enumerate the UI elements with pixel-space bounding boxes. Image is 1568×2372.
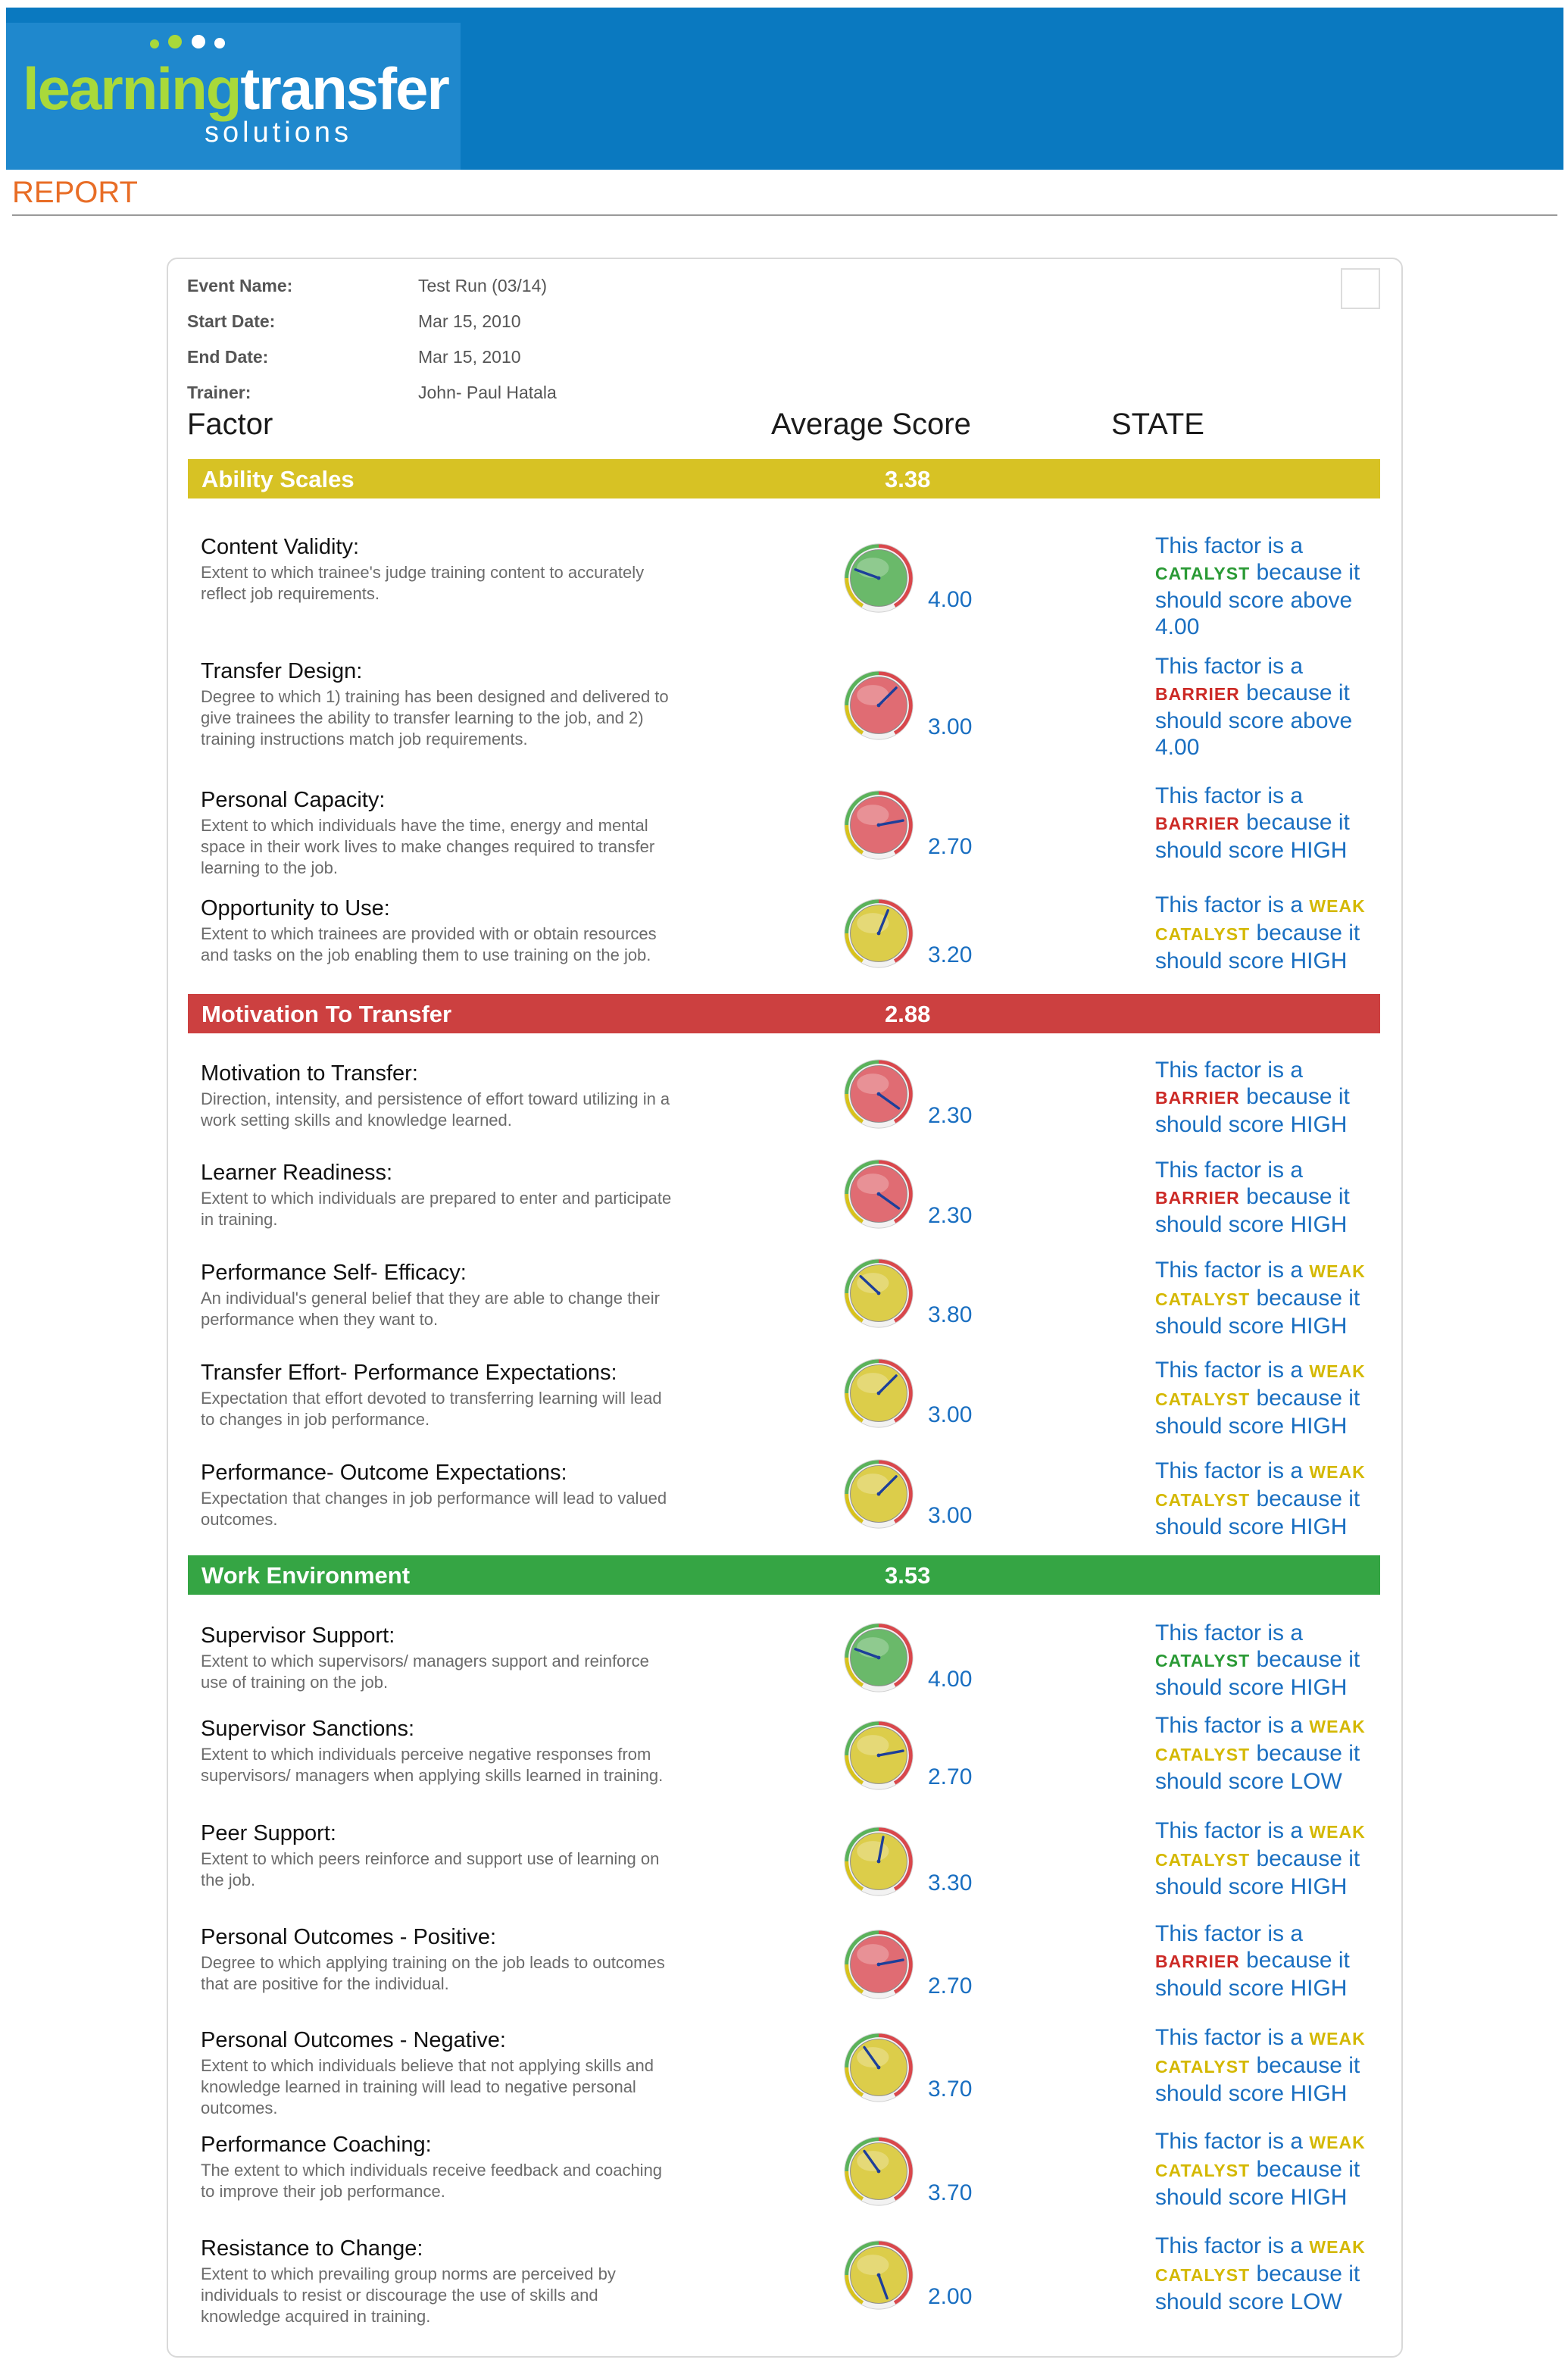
state-keyword-catalyst: CATALYST	[1155, 1289, 1251, 1309]
state-keyword-catalyst: CATALYST	[1155, 1490, 1251, 1510]
gauge-svg	[842, 1257, 915, 1330]
gauge-hub	[877, 2170, 881, 2174]
state-should: should score	[1155, 1314, 1285, 1339]
category-name: Motivation To Transfer	[201, 1001, 452, 1027]
factor-state	[1155, 1920, 1390, 2002]
gauge	[842, 897, 915, 970]
trainer-label: Trainer:	[187, 383, 251, 402]
category-score: 2.88	[885, 1001, 931, 1027]
gauge-svg	[842, 669, 915, 742]
logo-title	[23, 55, 448, 123]
factor-score: 3.30	[928, 1870, 973, 1895]
factor-description: Extent to which peers reinforce and support use of learning on the job.	[201, 1849, 660, 1889]
start-date-label: Start Date:	[187, 311, 276, 331]
state-prefix: This factor is a	[1155, 1258, 1304, 1283]
state-because: because it	[1256, 1846, 1360, 1871]
state-target: HIGH	[1290, 1314, 1348, 1339]
end-date-label: End Date:	[187, 347, 269, 367]
factor-score: 2.30	[928, 1203, 973, 1228]
state-should: should score	[1155, 588, 1285, 613]
factor-state	[1155, 1458, 1390, 1540]
state-should: should score	[1155, 1874, 1285, 1899]
state-should: should score	[1155, 1769, 1285, 1794]
factor-name: Learner Readiness:	[201, 1161, 393, 1185]
factor-score: 2.00	[928, 2284, 973, 2309]
gauge	[842, 1058, 915, 1130]
gauge	[842, 2031, 915, 2104]
gauge-gloss	[857, 1944, 889, 1964]
state-target: HIGH	[1290, 1976, 1348, 2001]
state-target: HIGH	[1290, 1874, 1348, 1899]
factor-name: Performance Self- Efficacy:	[201, 1261, 467, 1285]
state-because: because it	[1256, 920, 1360, 945]
gauge	[842, 1719, 915, 1792]
factor-score: 3.80	[928, 1302, 973, 1327]
gauge-hub	[877, 1392, 881, 1395]
corner-checkbox[interactable]	[1341, 268, 1380, 309]
gauge-svg	[842, 789, 915, 861]
state-because: because it	[1256, 1486, 1360, 1511]
state-target: HIGH	[1290, 948, 1348, 973]
state-keyword-catalyst: CATALYST	[1155, 1745, 1251, 1764]
gauge-svg	[842, 897, 915, 970]
state-because: because it	[1246, 1084, 1350, 1109]
state-keyword-barrier: BARRIER	[1155, 1088, 1240, 1108]
factor-name: Performance- Outcome Expectations:	[201, 1461, 567, 1485]
state-target: HIGH	[1290, 1675, 1348, 1700]
state-keyword-weak: WEAK	[1309, 2237, 1366, 2257]
state-should: should score	[1155, 2289, 1285, 2314]
category-score: 3.53	[885, 1562, 931, 1589]
category-name: Ability Scales	[201, 466, 355, 492]
category-band	[188, 1555, 1380, 1595]
factor-score: 3.00	[928, 1402, 973, 1427]
gauge-gloss	[857, 685, 889, 705]
factor-state	[1155, 2233, 1390, 2315]
state-prefix: This factor is a	[1155, 2233, 1304, 2258]
gauge-hub	[877, 2066, 881, 2070]
gauge-hub	[877, 1192, 881, 1196]
state-target: HIGH	[1290, 1414, 1348, 1439]
state-should: should score	[1155, 1976, 1285, 2001]
state-keyword-catalyst: CATALYST	[1155, 1850, 1251, 1870]
factor-score: 2.70	[928, 1764, 973, 1789]
gauge-gloss	[857, 1373, 889, 1393]
state-because: because it	[1256, 1647, 1360, 1672]
state-prefix: This factor is a	[1155, 1358, 1304, 1383]
state-prefix: This factor is a	[1155, 2129, 1304, 2154]
state-because: because it	[1256, 2053, 1360, 2078]
event-name-value: Test Run (03/14)	[418, 276, 548, 295]
state-target: HIGH	[1290, 2081, 1348, 2106]
factor-score: 3.00	[928, 1503, 973, 1528]
state-keyword-barrier: BARRIER	[1155, 1952, 1240, 1971]
state-because: because it	[1256, 1741, 1360, 1766]
state-keyword-catalyst: CATALYST	[1155, 2265, 1251, 2285]
factor-description: Extent to which individuals perceive negative responses from supervisors/ managers when applying skills learned in training.	[201, 1745, 664, 1785]
factor-score: 3.00	[928, 714, 973, 739]
factor-state	[1155, 1817, 1390, 1900]
state-should: should score	[1155, 838, 1285, 863]
state-prefix: This factor is a	[1155, 654, 1304, 679]
factor-name: Performance Coaching:	[201, 2133, 432, 2157]
state-prefix: This factor is a	[1155, 1458, 1304, 1483]
factor-description: Extent to which prevailing group norms are perceived by individuals to resist or discourage the use of skills and knowledge acquired in training.	[201, 2264, 616, 2326]
start-date-value: Mar 15, 2010	[418, 311, 521, 331]
state-prefix: This factor is a	[1155, 783, 1304, 808]
factor-state	[1155, 1057, 1390, 1138]
state-keyword-weak: WEAK	[1309, 1822, 1366, 1842]
factor-score: 3.70	[928, 2077, 973, 2102]
state-keyword-catalyst: CATALYST	[1155, 2161, 1251, 2180]
state-keyword-weak: WEAK	[1309, 2133, 1366, 2152]
gauge-svg	[842, 542, 915, 614]
logo-subtitle: solutions	[205, 117, 352, 148]
state-keyword-catalyst: CATALYST	[1155, 1389, 1251, 1409]
gauge	[842, 1158, 915, 1230]
gauge	[842, 2239, 915, 2311]
state-target: HIGH	[1290, 2185, 1348, 2210]
gauge-hub	[877, 2274, 881, 2277]
gauge-gloss	[857, 1173, 889, 1194]
gauge-hub	[877, 823, 881, 827]
factor-name: Supervisor Sanctions:	[201, 1717, 415, 1741]
category-score: 3.38	[885, 466, 931, 492]
gauge-hub	[877, 1292, 881, 1295]
gauge-hub	[877, 1963, 881, 1967]
factor-state	[1155, 1712, 1390, 1795]
state-because: because it	[1256, 1386, 1360, 1411]
factor-name: Supervisor Support:	[201, 1624, 395, 1648]
factor-description: Expectation that changes in job performance will lead to valued outcomes.	[201, 1489, 667, 1529]
state-because: because it	[1246, 1184, 1350, 1209]
title-divider	[12, 214, 1557, 216]
state-target: HIGH	[1290, 1112, 1348, 1137]
state-because: because it	[1256, 2261, 1360, 2286]
factor-description: Extent to which individuals have the time, energy and mental space in their work lives to make changes required to transfer learning to the job.	[201, 816, 655, 877]
state-keyword-catalyst: CATALYST	[1155, 564, 1251, 583]
state-target: above 4.00	[1155, 588, 1353, 639]
gauge	[842, 789, 915, 861]
state-should: should score	[1155, 1675, 1285, 1700]
factor-score: 4.00	[928, 587, 973, 612]
gauge-gloss	[857, 1073, 889, 1094]
category-band	[188, 459, 1380, 498]
trainer-value: John- Paul Hatala	[418, 383, 557, 402]
state-keyword-weak: WEAK	[1309, 2029, 1366, 2049]
state-target: LOW	[1290, 1769, 1342, 1794]
gauge-hub	[877, 1656, 881, 1660]
factor-name: Motivation to Transfer:	[201, 1061, 418, 1086]
factor-state	[1155, 533, 1390, 640]
gauge	[842, 1458, 915, 1530]
column-header-factor: Factor	[187, 408, 273, 441]
factor-score: 2.70	[928, 1974, 973, 1999]
logo-title-part2: transfer	[240, 55, 448, 122]
state-target: HIGH	[1290, 1212, 1348, 1237]
page-title: REPORT	[12, 176, 138, 209]
factor-state	[1155, 2128, 1390, 2211]
state-prefix: This factor is a	[1155, 2025, 1304, 2050]
factor-state	[1155, 653, 1390, 761]
gauge-hub	[877, 1860, 881, 1864]
factor-description: Direction, intensity, and persistence of effort toward utilizing in a work setting skills and knowledge learned.	[201, 1089, 670, 1130]
gauge-svg	[842, 1825, 915, 1898]
state-keyword-barrier: BARRIER	[1155, 1188, 1240, 1208]
state-keyword-catalyst: CATALYST	[1155, 2057, 1251, 2077]
state-because: because it	[1246, 1948, 1350, 1973]
state-target: HIGH	[1290, 1514, 1348, 1539]
state-prefix: This factor is a	[1155, 1158, 1304, 1183]
factor-state	[1155, 1257, 1390, 1339]
factor-description: Extent to which individuals are prepared to enter and participate in training.	[201, 1189, 672, 1229]
gauge-svg	[842, 1158, 915, 1230]
factor-name: Transfer Effort- Performance Expectations:	[201, 1361, 617, 1385]
state-prefix: This factor is a	[1155, 533, 1304, 558]
state-should: should score	[1155, 1414, 1285, 1439]
state-should: should score	[1155, 708, 1285, 733]
event-name-label: Event Name:	[187, 276, 293, 295]
factor-name: Opportunity to Use:	[201, 896, 390, 920]
state-keyword-weak: WEAK	[1309, 1361, 1366, 1381]
gauge	[842, 1928, 915, 2001]
gauge-svg	[842, 1621, 915, 1694]
state-should: should score	[1155, 2185, 1285, 2210]
state-should: should score	[1155, 1112, 1285, 1137]
gauge	[842, 1257, 915, 1330]
gauge-hub	[877, 1092, 881, 1096]
state-target: HIGH	[1290, 838, 1348, 863]
state-prefix: This factor is a	[1155, 1058, 1304, 1083]
gauge-svg	[842, 2135, 915, 2208]
gauge-gloss	[857, 2255, 889, 2275]
logo-dots	[150, 35, 231, 52]
category-name: Work Environment	[201, 1562, 411, 1589]
state-prefix: This factor is a	[1155, 892, 1304, 917]
factor-name: Personal Capacity:	[201, 788, 386, 812]
column-header-average-score: Average Score	[771, 408, 971, 441]
gauge	[842, 1621, 915, 1694]
state-prefix: This factor is a	[1155, 1818, 1304, 1843]
state-target: above 4.00	[1155, 708, 1353, 760]
factor-name: Personal Outcomes - Positive:	[201, 1925, 497, 1949]
state-should: should score	[1155, 1212, 1285, 1237]
state-should: should score	[1155, 1514, 1285, 1539]
factor-score: 3.70	[928, 2180, 973, 2205]
state-keyword-weak: WEAK	[1309, 1717, 1366, 1736]
factor-description: An individual's general belief that they are able to change their performance when they want to.	[201, 1289, 660, 1329]
factor-state	[1155, 2024, 1390, 2107]
factor-name: Personal Outcomes - Negative:	[201, 2028, 506, 2052]
factor-state	[1155, 892, 1390, 974]
state-keyword-weak: WEAK	[1309, 896, 1366, 916]
factor-description: Extent to which trainee's judge training content to accurately reflect job requirements.	[201, 563, 645, 603]
category-band	[188, 994, 1380, 1033]
factor-description: Extent to which trainees are provided with or obtain resources and tasks on the job enabling them to use training on the job.	[201, 924, 657, 964]
logo	[6, 23, 461, 170]
state-keyword-catalyst: CATALYST	[1155, 1651, 1251, 1670]
factor-name: Content Validity:	[201, 535, 360, 559]
factor-description: Extent to which supervisors/ managers support and reinforce use of training on the job.	[201, 1652, 649, 1692]
state-target: LOW	[1290, 2289, 1342, 2314]
gauge-svg	[842, 1357, 915, 1430]
state-because: because it	[1256, 1286, 1360, 1311]
state-keyword-weak: WEAK	[1309, 1261, 1366, 1281]
state-because: because it	[1256, 2157, 1360, 2182]
state-prefix: This factor is a	[1155, 1620, 1304, 1645]
state-because: because it	[1256, 560, 1360, 585]
gauge	[842, 1357, 915, 1430]
gauge-gloss	[857, 1841, 889, 1861]
state-prefix: This factor is a	[1155, 1713, 1304, 1738]
gauge-hub	[877, 704, 881, 708]
factor-description: Extent to which individuals believe that not applying skills and knowledge learned in training will lead to negative personal outcomes.	[201, 2056, 654, 2117]
gauge	[842, 2135, 915, 2208]
gauge-svg	[842, 1058, 915, 1130]
factor-description: Degree to which 1) training has been designed and delivered to give trainees the ability to transfer learning to the job, and 2) training instructions match job requirements.	[201, 687, 669, 748]
factor-score: 4.00	[928, 1667, 973, 1692]
state-keyword-weak: WEAK	[1309, 1462, 1366, 1482]
state-should: should score	[1155, 2081, 1285, 2106]
gauge-svg	[842, 2031, 915, 2104]
factor-state	[1155, 783, 1390, 864]
factor-state	[1155, 1357, 1390, 1439]
factor-description: Degree to which applying training on the job leads to outcomes that are positive for the individual.	[201, 1953, 665, 1993]
column-header-state: STATE	[1111, 408, 1204, 441]
factor-score: 2.30	[928, 1103, 973, 1128]
gauge	[842, 1825, 915, 1898]
end-date-value: Mar 15, 2010	[418, 347, 521, 367]
gauge-gloss	[857, 805, 889, 825]
state-because: because it	[1246, 680, 1350, 705]
factor-description: Expectation that effort devoted to transferring learning will lead to changes in job performance.	[201, 1389, 662, 1429]
factor-name: Transfer Design:	[201, 659, 363, 683]
gauge-svg	[842, 1458, 915, 1530]
factor-name: Resistance to Change:	[201, 2236, 423, 2261]
gauge-hub	[877, 1754, 881, 1758]
factor-score: 2.70	[928, 834, 973, 859]
factor-state	[1155, 1157, 1390, 1238]
state-keyword-barrier: BARRIER	[1155, 814, 1240, 833]
gauge-svg	[842, 1928, 915, 2001]
logo-title-part1: learning	[23, 55, 241, 122]
gauge	[842, 542, 915, 614]
factor-state	[1155, 1620, 1390, 1701]
state-prefix: This factor is a	[1155, 1921, 1304, 1946]
gauge-svg	[842, 1719, 915, 1792]
state-keyword-catalyst: CATALYST	[1155, 924, 1251, 944]
gauge-hub	[877, 1492, 881, 1496]
factor-score: 3.20	[928, 942, 973, 967]
state-because: because it	[1246, 810, 1350, 835]
gauge-gloss	[857, 1474, 889, 1494]
factor-description: The extent to which individuals receive feedback and coaching to improve their job performance.	[201, 2161, 663, 2201]
gauge	[842, 669, 915, 742]
factor-name: Peer Support:	[201, 1821, 336, 1845]
state-keyword-barrier: BARRIER	[1155, 684, 1240, 704]
gauge-gloss	[857, 1735, 889, 1755]
state-should: should score	[1155, 948, 1285, 973]
header-bar	[6, 8, 1563, 170]
gauge-hub	[877, 577, 881, 580]
gauge-hub	[877, 932, 881, 936]
gauge-svg	[842, 2239, 915, 2311]
